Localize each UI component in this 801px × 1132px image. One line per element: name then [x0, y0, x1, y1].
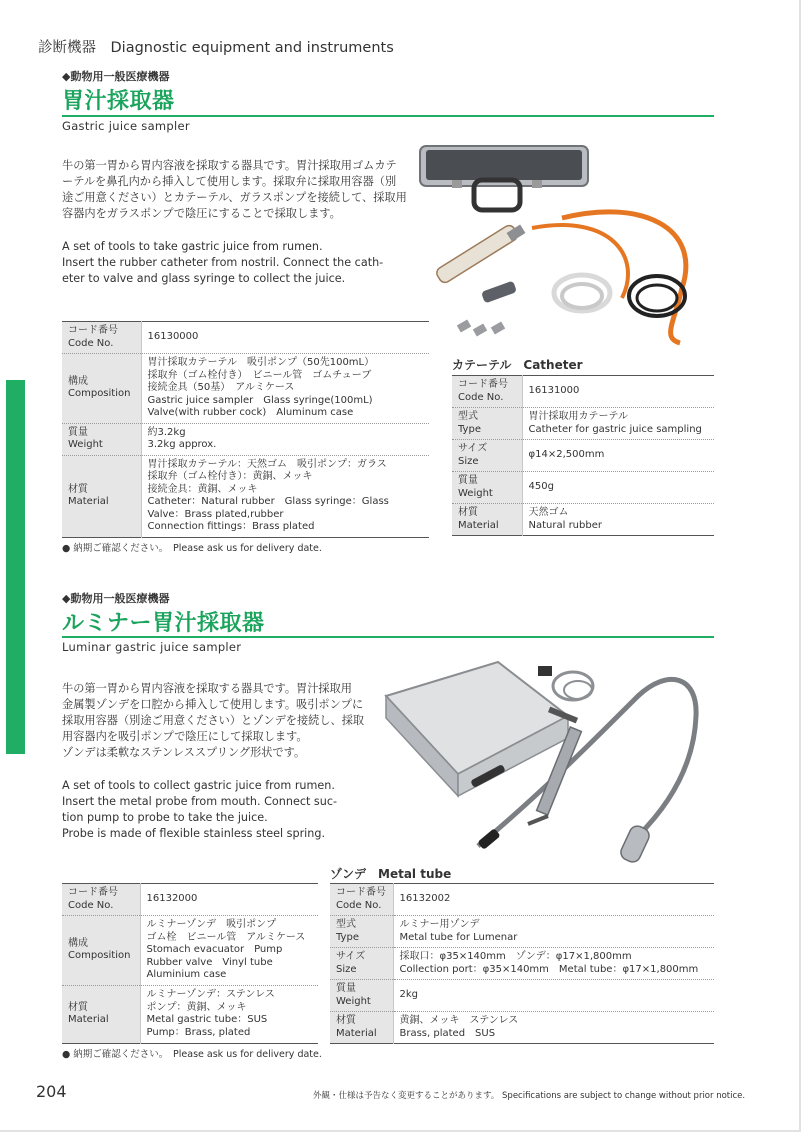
product1-description-ja: 牛の第一胃から胃内容液を採取する器具です。胃汁採取用ゴムカテ ーテルを鼻孔内から挿入して使用します。採取弁に採取用容器（別 途ご用意ください）とカテーテル、ガラスポンプを接続して、採取用 容器内をガラスポンプで陰圧にすることで採取します。	[62, 159, 407, 220]
spec-row-material: 材質 Material 黄銅、メッキ ステンレス Brass, plated SUS	[330, 1012, 714, 1044]
spec-row-size: サイズ Size φ14×2,500mm	[452, 440, 714, 472]
spec-row-type: 型式 Type 胃汁採取用カテーテル Catheter for gastric juice sampling	[452, 408, 714, 440]
product1-delivery-note: ● 納期ご確認ください。 Please ask us for delivery date.	[62, 543, 322, 554]
product2-description-ja: 牛の第一胃から胃内容液を採取する器具です。胃汁採取用 金属製ゾンデを口腔から挿入して使用します。吸引ポンプに 採取用容器（別途ご用意ください）とゾンデを接続し、採取 用容器内を吸引ポンプで陰圧にして採取します。 ゾンデは柔軟なステンレススプリング形状です。	[62, 682, 365, 759]
spec-row-composition: 構成 Composition ルミナーゾンデ 吸引ポンプ ゴム栓 ビニール管 アルミケース Stomach evacuator Pump Rubber valve Vinyl tube Aluminium case	[62, 916, 318, 986]
product1-category: ◆動物用一般医療機器	[62, 70, 170, 83]
section-tab-marker	[6, 380, 25, 754]
catheter-table-title: カテーテル Catheter	[452, 358, 583, 372]
product2-description-en: A set of tools to collect gastric juice from rumen. Insert the metal probe from mouth. Connect suc- tion pump to probe to take the juice. Probe is made of flexible stainless steel spring.	[62, 779, 338, 840]
product1-spec-table	[62, 321, 429, 538]
spec-row-code: コード番号 Code No. 16132002	[330, 884, 714, 916]
spec-row-material: 材質 Material 胃汁採取カテーテル：天然ゴム 吸引ポンプ：ガラス 採取弁（ゴム栓付き）：黄銅、メッキ 接続金具：黄銅、メッキ Catheter：Natural rubber Glass syringe：Glass Valve：Brass plated,rubber Connection fittings：Brass plated	[62, 455, 429, 537]
spec-row-code: コード番号 Code No. 16130000	[62, 322, 429, 354]
spec-row-type: 型式 Type ルミナー用ゾンデ Metal tube for Lumenar	[330, 916, 714, 948]
spec-row-weight: 質量 Weight 2kg	[330, 980, 714, 1012]
spec-row-size: サイズ Size 採取口：φ35×140mm ゾンデ：φ17×1,800mm Collection port：φ35×140mm Metal tube：φ17×1,800mm	[330, 948, 714, 980]
product2-title-rule	[62, 636, 714, 638]
spec-row-weight: 質量 Weight 約3.2kg 3.2kg approx.	[62, 423, 429, 455]
product2-subtitle: Luminar gastric juice sampler	[62, 640, 242, 654]
spec-row-material: 材質 Material ルミナーゾンデ：ステンレス ポンプ：黄銅、メッキ Metal gastric tube：SUS Pump：Brass, plated	[62, 985, 318, 1043]
metal-tube-table-title: ゾンデ Metal tube	[330, 867, 452, 881]
product1-title-rule	[62, 115, 714, 117]
metal-tube-spec-table	[330, 883, 714, 1044]
product2-category: ◆動物用一般医療機器	[62, 592, 170, 605]
product1-description-en: A set of tools to take gastric juice from rumen. Insert the rubber catheter from nostril. Connect the cath- eter to valve and glass syringe to collect the juice.	[62, 240, 384, 285]
product2-title: ルミナー胃汁採取器	[62, 611, 265, 636]
page-number: 204	[36, 1082, 67, 1101]
spec-row-material: 材質 Material 天然ゴム Natural rubber	[452, 504, 714, 536]
gastric-juice-sampler-photo	[412, 138, 712, 350]
product2-spec-table	[62, 883, 318, 1044]
spec-row-weight: 質量 Weight 450g	[452, 472, 714, 504]
page-header: 診断機器 Diagnostic equipment and instruments	[38, 40, 394, 56]
product1-subtitle: Gastric juice sampler	[62, 119, 190, 133]
luminar-gastric-juice-sampler-photo	[378, 656, 714, 868]
spec-row-code: コード番号 Code No. 16131000	[452, 376, 714, 408]
product1-title: 胃汁採取器	[62, 89, 175, 114]
spec-row-composition: 構成 Composition 胃汁採取カテーテル 吸引ポンプ（50先100mL） 採取弁（ゴム栓付き） ビニール管 ゴムチューブ 接続金具（50基） アルミケース Gastric juice sampler Glass syringe(100mL) Valve(with rubber cock) Aluminum case	[62, 354, 429, 424]
footer-disclaimer: 外観・仕様は予告なく変更することがあります。 Specifications are subject to change without prior notice.	[313, 1091, 746, 1101]
spec-row-code: コード番号 Code No. 16132000	[62, 884, 318, 916]
catheter-spec-table	[452, 375, 714, 536]
product2-delivery-note: ● 納期ご確認ください。 Please ask us for delivery date.	[62, 1049, 322, 1060]
